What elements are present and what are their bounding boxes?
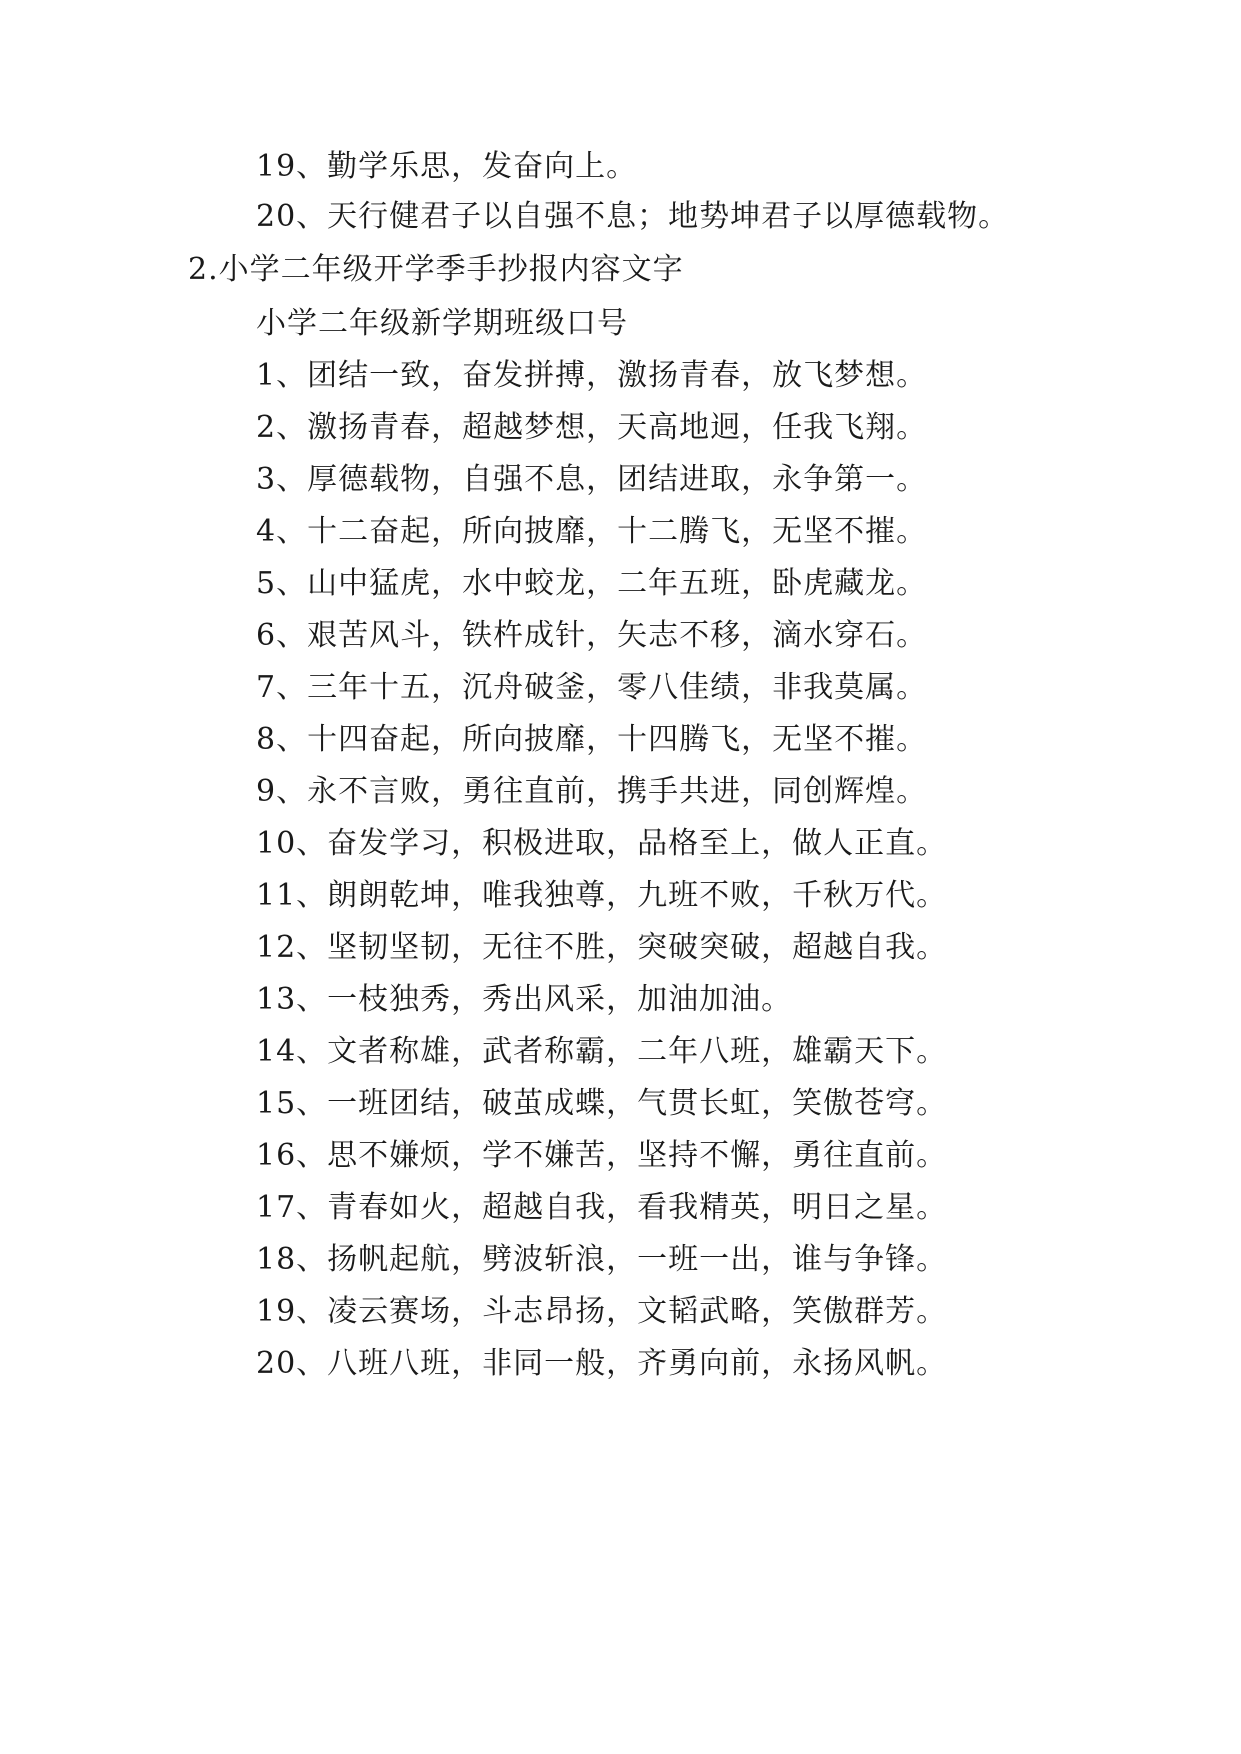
slogan-item: 14、文者称雄，武者称霸，二年八班，雄霸天下。 xyxy=(256,1034,948,1069)
slogan-item: 12、坚韧坚韧，无往不胜，突破突破，超越自我。 xyxy=(256,930,948,965)
slogan-item: 9、永不言败，勇往直前，携手共进，同创辉煌。 xyxy=(256,774,928,809)
slogan-item: 2、激扬青春，超越梦想，天高地迥，任我飞翔。 xyxy=(256,410,928,445)
slogan-item: 4、十二奋起，所向披靡，十二腾飞，无坚不摧。 xyxy=(256,514,928,549)
slogan-item: 18、扬帆起航，劈波斩浪，一班一出，谁与争锋。 xyxy=(256,1242,948,1277)
slogan-item: 3、厚德载物，自强不息，团结进取，永争第一。 xyxy=(256,462,928,497)
slogan-item: 20、八班八班，非同一般，齐勇向前，永扬风帆。 xyxy=(256,1346,948,1381)
slogan-item: 5、山中猛虎，水中蛟龙，二年五班，卧虎藏龙。 xyxy=(256,566,928,601)
list-item: 19、勤学乐思，发奋向上。 xyxy=(256,149,638,184)
slogan-item: 6、艰苦风斗，铁杵成针，矢志不移，滴水穿石。 xyxy=(256,618,928,653)
slogan-item: 13、一枝独秀，秀出风采，加油加油。 xyxy=(256,982,793,1017)
section-heading: 2.小学二年级开学季手抄报内容文字 xyxy=(188,252,684,287)
slogan-item: 11、朗朗乾坤，唯我独尊，九班不败，千秋万代。 xyxy=(256,878,948,913)
slogan-item: 19、凌云赛场，斗志昂扬，文韬武略，笑傲群芳。 xyxy=(256,1294,948,1329)
slogan-item: 8、十四奋起，所向披靡，十四腾飞，无坚不摧。 xyxy=(256,722,928,757)
list-item: 20、天行健君子以自强不息；地势坤君子以厚德载物。 xyxy=(256,199,1010,234)
section-subtitle: 小学二年级新学期班级口号 xyxy=(256,306,628,341)
slogan-item: 7、三年十五，沉舟破釜，零八佳绩，非我莫属。 xyxy=(256,670,928,705)
slogan-item: 17、青春如火，超越自我，看我精英，明日之星。 xyxy=(256,1190,948,1225)
slogan-item: 15、一班团结，破茧成蝶，气贯长虹，笑傲苍穹。 xyxy=(256,1086,948,1121)
slogan-item: 10、奋发学习，积极进取，品格至上，做人正直。 xyxy=(256,826,948,861)
slogan-item: 1、团结一致，奋发拼搏，激扬青春，放飞梦想。 xyxy=(256,358,928,393)
slogan-item: 16、思不嫌烦，学不嫌苦，坚持不懈，勇往直前。 xyxy=(256,1138,948,1173)
